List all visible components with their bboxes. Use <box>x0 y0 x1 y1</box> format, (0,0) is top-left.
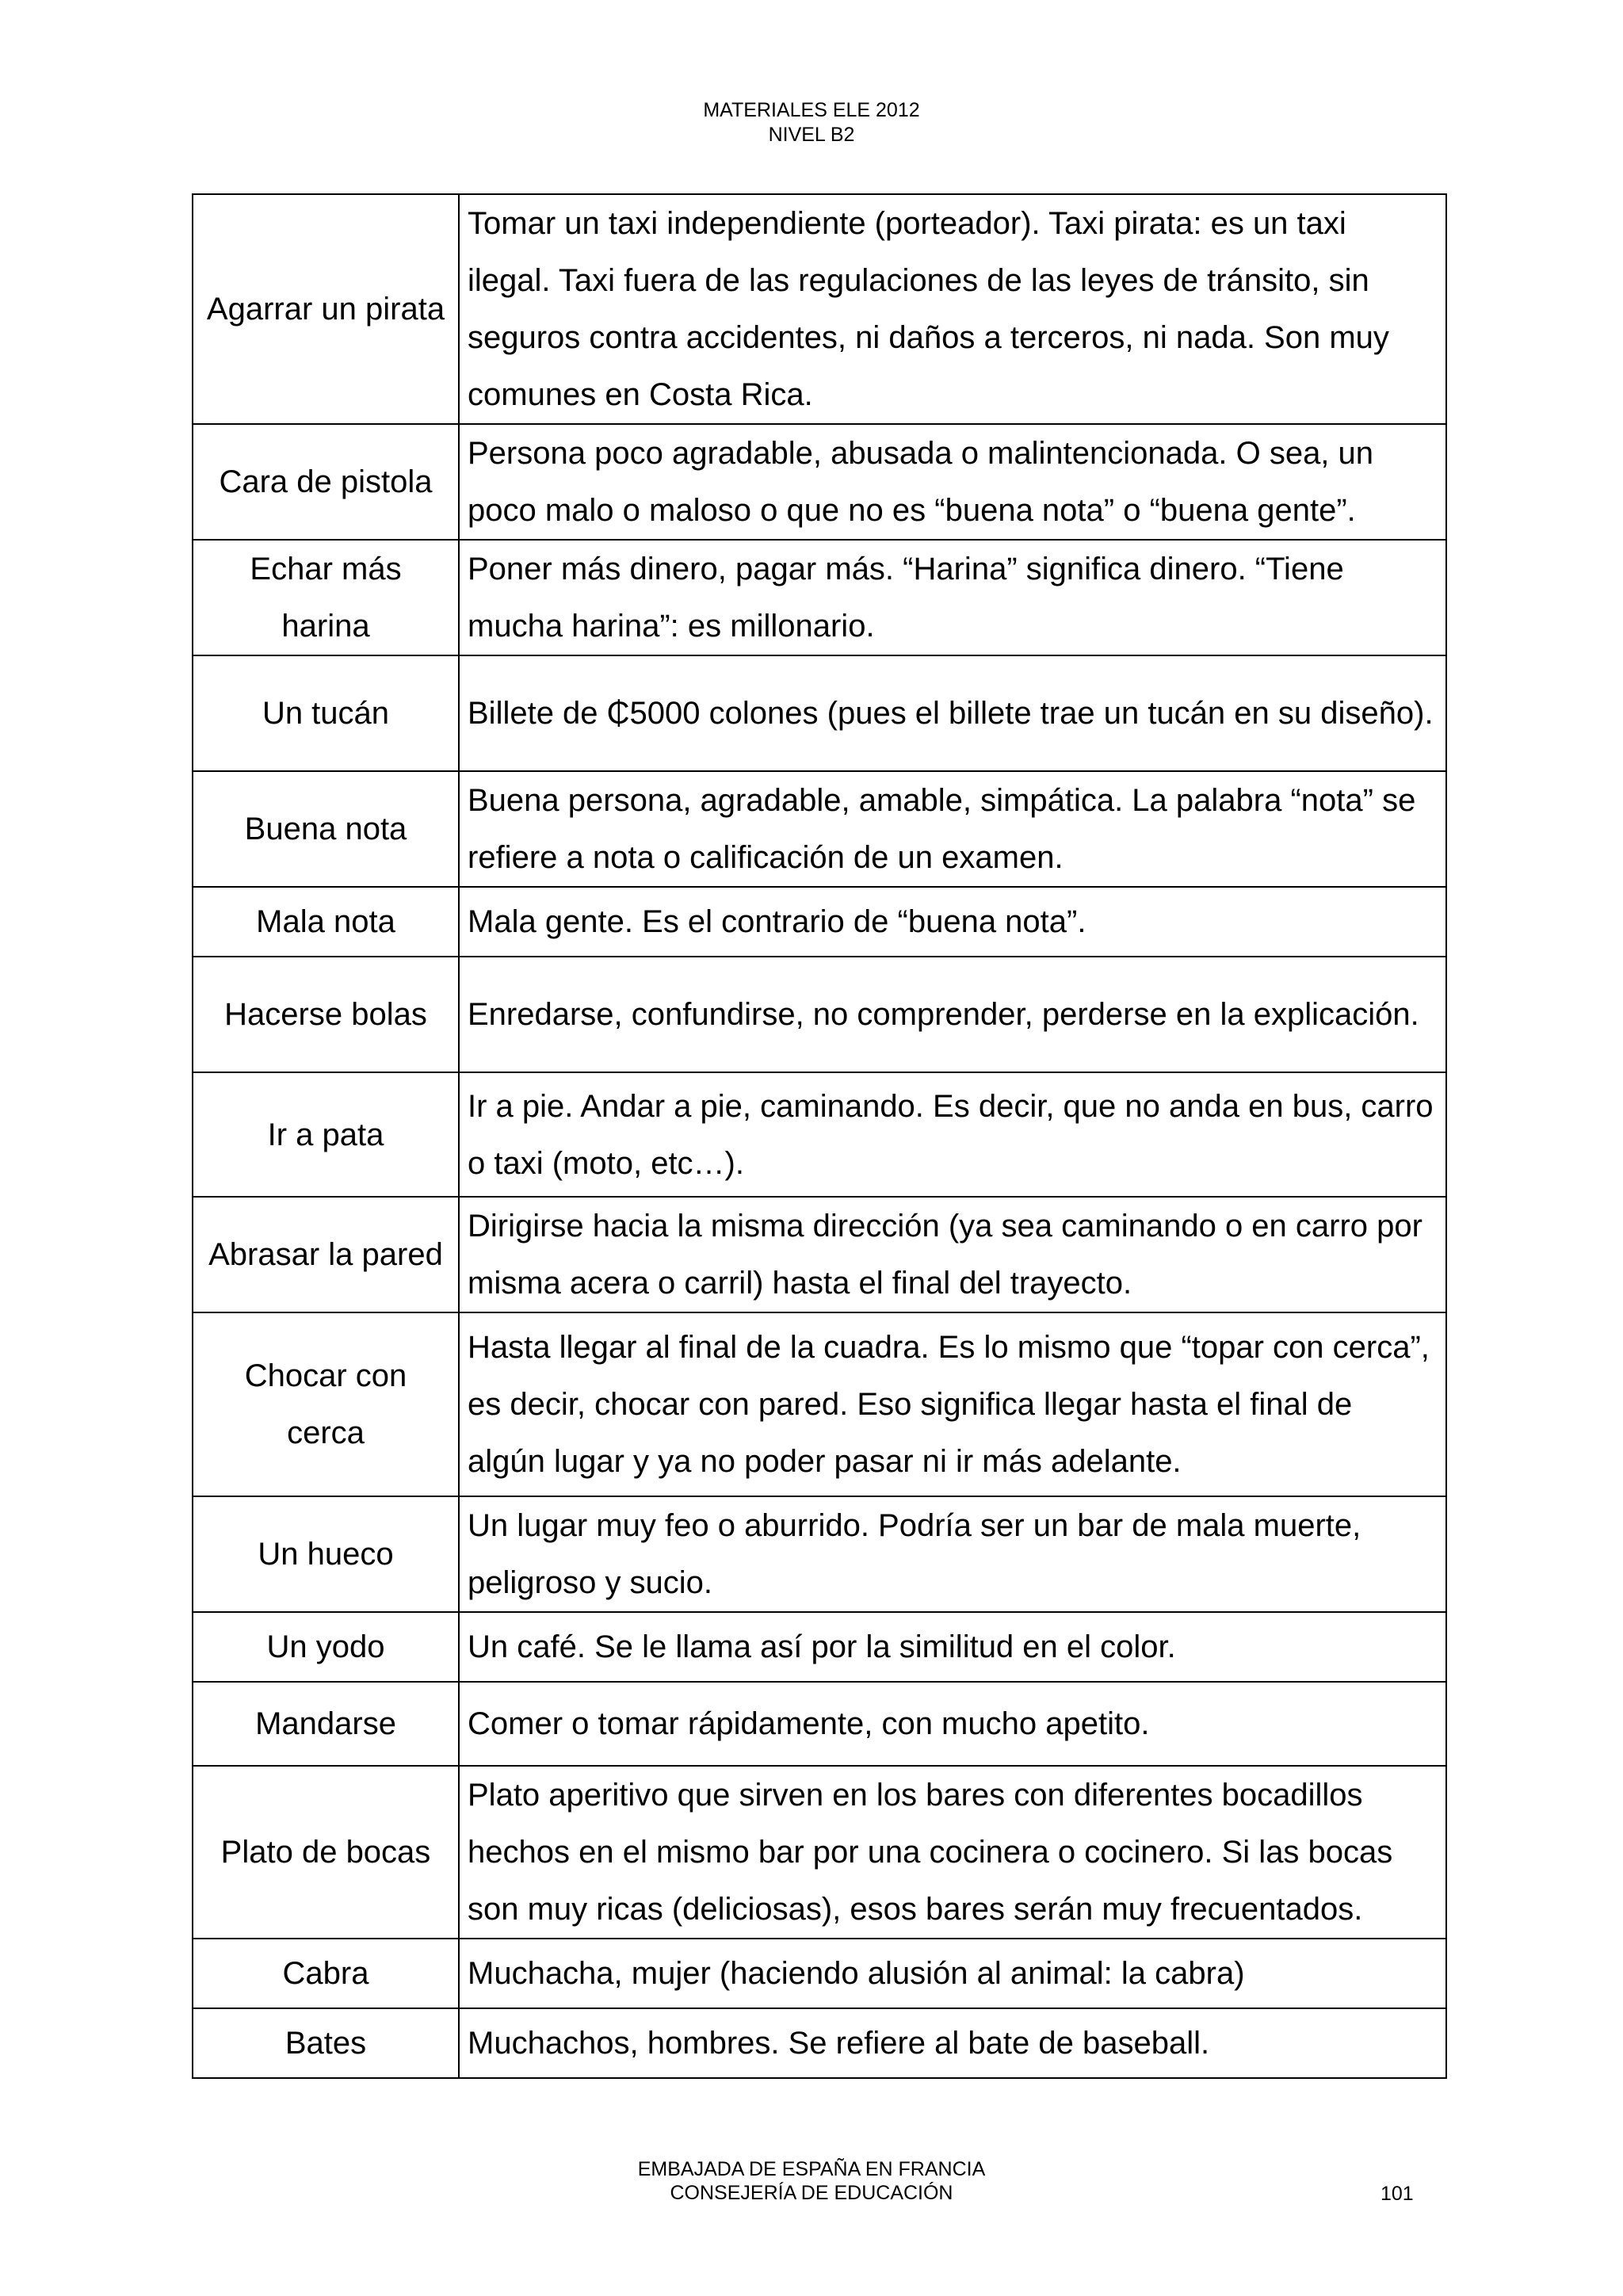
glossary-row <box>193 1496 1446 1612</box>
footer-department: CONSEJERÍA DE EDUCACIÓN <box>670 2182 953 2204</box>
glossary-row <box>193 1612 1446 1682</box>
glossary-row <box>193 2008 1446 2078</box>
glossary-row <box>193 194 1446 424</box>
glossary-definition: Poner más dinero, pagar más. “Harina” significa dinero. “Tiene mucha harina”: es millonario. <box>459 540 1446 655</box>
glossary-definition: Plato aperitivo que sirven en los bares con diferentes bocadillos hechos en el mismo bar por una cocinera o cocinero. Si las bocas son muy ricas (deliciosas), esos bares serán muy frecuentados. <box>459 1766 1446 1939</box>
glossary-term: Un yodo <box>193 1612 459 1682</box>
glossary-term: Agarrar un pirata <box>193 194 459 424</box>
footer-institution: EMBAJADA DE ESPAÑA EN FRANCIA <box>637 2158 986 2180</box>
glossary-term: Bates <box>193 2008 459 2078</box>
glossary-definition: Mala gente. Es el contrario de “buena nota”. <box>459 887 1446 957</box>
glossary-definition: Enredarse, confundirse, no comprender, perderse en la explicación. <box>459 957 1446 1072</box>
glossary-row <box>193 957 1446 1072</box>
glossary-term: Un tucán <box>193 655 459 771</box>
glossary-term: Mandarse <box>193 1682 459 1766</box>
glossary-term: Plato de bocas <box>193 1766 459 1939</box>
glossary-term: Ir a pata <box>193 1072 459 1197</box>
glossary-term: Hacerse bolas <box>193 957 459 1072</box>
glossary-table <box>192 193 1447 2079</box>
glossary-definition: Hasta llegar al final de la cuadra. Es lo mismo que “topar con cerca”, es decir, chocar con pared. Eso significa llegar hasta el final de algún lugar y ya no poder pasar ni ir más adelante. <box>459 1312 1446 1496</box>
glossary-term: Mala nota <box>193 887 459 957</box>
glossary-row <box>193 655 1446 771</box>
glossary-term: Abrasar la pared <box>193 1197 459 1312</box>
glossary-term: Cara de pistola <box>193 424 459 540</box>
glossary-definition: Buena persona, agradable, amable, simpática. La palabra “nota” se refiere a nota o calificación de un examen. <box>459 771 1446 887</box>
glossary-term: Un hueco <box>193 1496 459 1612</box>
header-title: MATERIALES ELE 2012 <box>703 99 920 121</box>
glossary-definition: Muchacha, mujer (haciendo alusión al animal: la cabra) <box>459 1939 1446 2008</box>
glossary-row <box>193 887 1446 957</box>
glossary-row <box>193 1682 1446 1766</box>
glossary-definition: Un café. Se le llama así por la similitud en el color. <box>459 1612 1446 1682</box>
glossary-row <box>193 771 1446 887</box>
page-footer <box>0 2157 1623 2205</box>
glossary-row <box>193 1766 1446 1939</box>
glossary-definition: Dirigirse hacia la misma dirección (ya sea caminando o en carro por misma acera o carril) hasta el final del trayecto. <box>459 1197 1446 1312</box>
glossary-row <box>193 424 1446 540</box>
glossary-row <box>193 1197 1446 1312</box>
glossary-definition: Comer o tomar rápidamente, con mucho apetito. <box>459 1682 1446 1766</box>
glossary-term: Cabra <box>193 1939 459 2008</box>
glossary-term: Buena nota <box>193 771 459 887</box>
glossary-row <box>193 1939 1446 2008</box>
glossary-row <box>193 1312 1446 1496</box>
glossary-definition: Un lugar muy feo o aburrido. Podría ser un bar de mala muerte, peligroso y sucio. <box>459 1496 1446 1612</box>
glossary-definition: Persona poco agradable, abusada o malintencionada. O sea, un poco malo o maloso o que no es “buena nota” o “buena gente”. <box>459 424 1446 540</box>
glossary-row <box>193 1072 1446 1197</box>
page-number: 101 <box>1381 2183 1414 2205</box>
glossary-definition: Tomar un taxi independiente (porteador). Taxi pirata: es un taxi ilegal. Taxi fuera de las regulaciones de las leyes de tránsito, sin seguros contra accidentes, ni daños a terceros, ni nada. Son muy comunes en Costa Rica. <box>459 194 1446 424</box>
glossary-row <box>193 540 1446 655</box>
header-level: NIVEL B2 <box>768 124 855 146</box>
glossary-definition: Billete de ₵5000 colones (pues el billete trae un tucán en su diseño). <box>459 655 1446 771</box>
glossary-definition: Muchachos, hombres. Se refiere al bate de baseball. <box>459 2008 1446 2078</box>
glossary-term: Echar más harina <box>193 540 459 655</box>
glossary-definition: Ir a pie. Andar a pie, caminando. Es decir, que no anda en bus, carro o taxi (moto, etc…). <box>459 1072 1446 1197</box>
glossary-term: Chocar con cerca <box>193 1312 459 1496</box>
page-header <box>0 98 1623 147</box>
glossary-body <box>193 194 1446 2078</box>
